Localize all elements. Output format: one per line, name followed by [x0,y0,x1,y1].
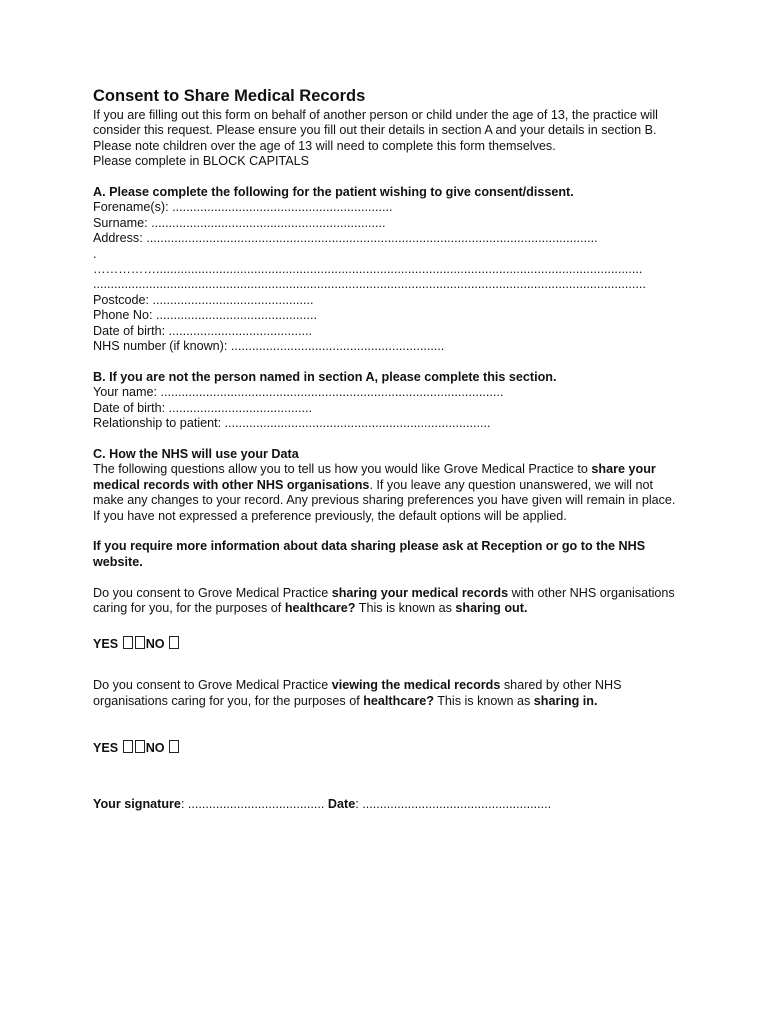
surname-field[interactable]: Surname: ................................................................... [93,215,386,230]
question-sharing-out [93,586,683,617]
sharing-out-yes-checkbox[interactable] [123,636,133,649]
intro-block-capitals: Please complete in BLOCK CAPITALS [93,154,310,169]
signature-line [93,797,683,812]
q2-bold-1: viewing the medical records [331,678,501,693]
your-name-field[interactable]: Your name: .................................................................................................. [93,385,504,400]
q1-text-1: Do you consent to Grove Medical Practice [93,585,332,600]
section-c-text-bold: share your medical records with other NHS organisations [93,462,656,492]
date-label: Date [327,796,356,811]
forename-field[interactable]: Forename(s): ............................................................... [93,200,393,215]
relationship-field[interactable]: Relationship to patient: ............................................................................ [93,416,491,431]
sharing-out-choice [93,636,683,652]
no-label: NO [145,637,165,652]
sharing-in-no-checkbox[interactable] [169,740,179,753]
q1-bold-3: sharing out. [455,600,528,615]
dob-field[interactable]: Date of birth: ......................................... [93,323,313,338]
q1-text-3: This is known as [355,600,456,615]
signature-field[interactable]: : ....................................... [180,796,325,811]
more-info-note: If you require more information about data sharing please ask at Reception or go to the NHS website. [93,539,646,569]
q2-text-3: This is known as [433,693,534,708]
q2-text-1: Do you consent to Grove Medical Practice [93,678,332,693]
yes-label: YES [93,740,119,755]
q1-text-2: with other NHS organisations caring for you, for the purposes of [93,585,675,615]
sharing-in-blank-checkbox[interactable] [135,740,145,753]
postcode-field[interactable]: Postcode: .............................................. [93,292,314,307]
q1-bold-1: sharing your medical records [331,585,509,600]
section-a-heading: A. Please complete the following for the patient wishing to give consent/dissent. [93,185,574,200]
q2-bold-3: sharing in. [533,693,598,708]
section-c-text-a: The following questions allow you to tell us how you would like Grove Medical Practice to [93,462,588,477]
address-continuation: . [93,246,97,261]
q1-bold-2: healthcare? [284,600,356,615]
q2-text-2: shared by other NHS organisations caring for you, for the purposes of [93,678,622,708]
signature-label: Your signature [93,796,181,811]
section-b-heading: B. If you are not the person named in section A, please complete this section. [93,369,557,384]
section-c-paragraph [93,462,683,524]
yes-label: YES [93,637,119,652]
date-field[interactable]: : ...................................................... [355,796,552,811]
phone-field[interactable]: Phone No: .............................................. [93,308,317,323]
address-field[interactable]: Address: ................................................................................................................................. [93,231,598,246]
question-sharing-in [93,678,683,709]
sharing-in-choice [93,740,683,756]
q2-bold-2: healthcare? [363,693,434,708]
sharing-in-yes-checkbox[interactable] [123,740,133,753]
section-c-heading: C. How the NHS will use your Data [93,446,299,461]
address-line-3[interactable]: .............................................................................................................................................................. [93,277,646,292]
page-title: Consent to Share Medical Records [93,87,366,105]
nhs-number-field[interactable]: NHS number (if known): ............................................................. [93,339,445,354]
section-c-text-b: . If you leave any question unanswered, we will not make any changes to your record. Any previous sharing preferences you have given will remain in place. If you have not expressed a preference previously, the default options will be applied. [93,477,676,523]
intro-paragraph: If you are filling out this form on behalf of another person or child under the age of 13, the practice will consider this request. Please ensure you fill out their details in section A and your details in section B. [93,108,658,138]
address-line-2[interactable]: ……………........................................................................................................................................... [93,262,643,277]
no-label: NO [145,740,165,755]
section-b-dob-field[interactable]: Date of birth: ......................................... [93,400,313,415]
intro-age-note: Please note children over the age of 13 will need to complete this form themselves. [93,138,556,153]
sharing-out-blank-checkbox[interactable] [135,636,145,649]
consent-form [93,86,683,812]
sharing-out-no-checkbox[interactable] [169,636,179,649]
